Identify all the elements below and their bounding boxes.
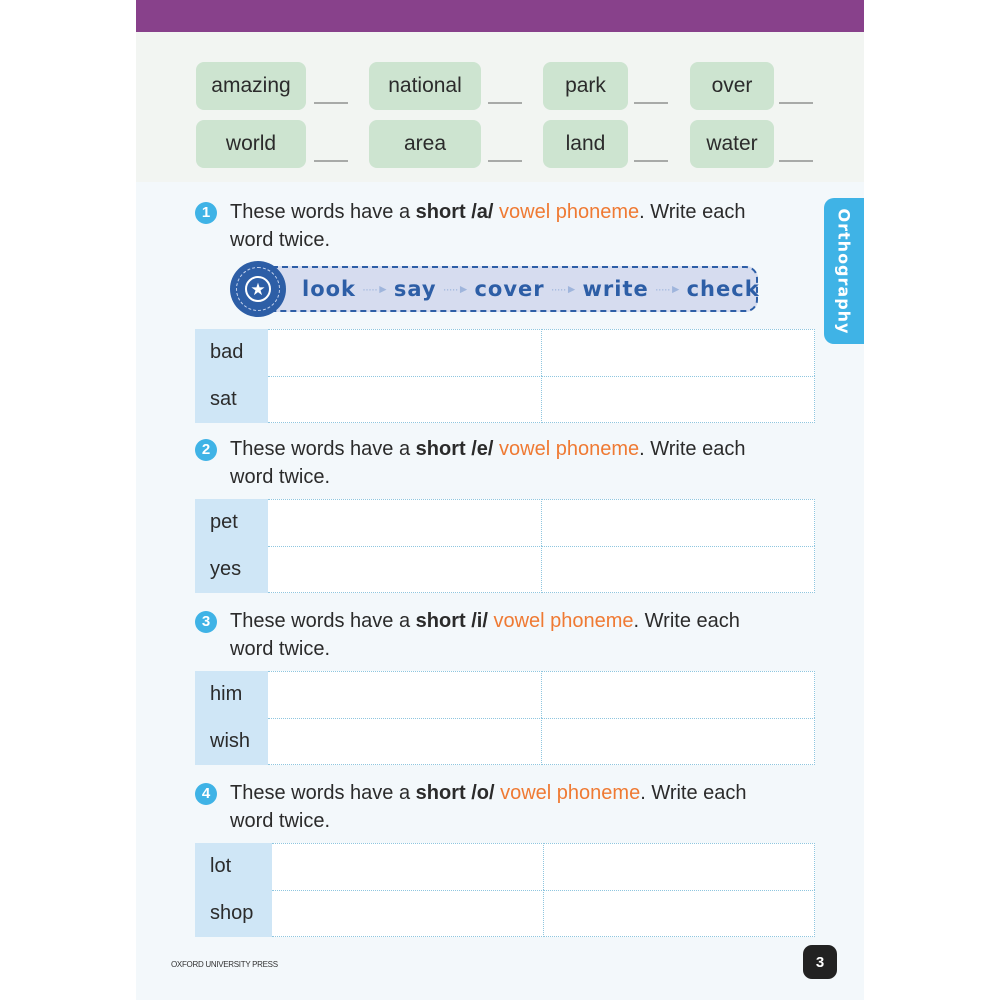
- word-chip: national: [369, 62, 481, 110]
- table-row: [195, 329, 815, 376]
- answer-blank[interactable]: [314, 160, 348, 162]
- header-bar: [136, 0, 864, 32]
- table-row: [195, 546, 815, 593]
- word-chip: area: [369, 120, 481, 168]
- word-label: pet: [195, 499, 268, 546]
- table-row: [195, 671, 815, 718]
- writing-cell[interactable]: [542, 718, 816, 765]
- writing-cell[interactable]: [268, 718, 542, 765]
- question-text: These words have a short /a/ vowel phoneme. Write each word twice.: [230, 201, 746, 251]
- answer-blank[interactable]: [779, 160, 813, 162]
- word-chip: world: [196, 120, 306, 168]
- writing-cell[interactable]: [268, 546, 542, 593]
- answer-blank[interactable]: [634, 160, 668, 162]
- word-chip: land: [543, 120, 628, 168]
- step-cover: cover: [474, 277, 545, 301]
- question-text: These words have a short /e/ vowel phoneme. Write each word twice.: [230, 438, 746, 488]
- step-write: write: [582, 277, 649, 301]
- writing-cell[interactable]: [542, 376, 816, 423]
- word-label: lot: [195, 843, 272, 890]
- answer-blank[interactable]: [488, 160, 522, 162]
- writing-cell[interactable]: [544, 843, 816, 890]
- word-label: sat: [195, 376, 268, 423]
- word-label: shop: [195, 890, 272, 937]
- writing-table-4: [195, 843, 815, 937]
- word-label: him: [195, 671, 268, 718]
- steps-band: [260, 266, 758, 312]
- question-number-badge: 4: [195, 783, 217, 805]
- word-bank-row-2: [136, 120, 864, 168]
- answer-blank[interactable]: [634, 102, 668, 104]
- writing-cell[interactable]: [268, 376, 542, 423]
- question-3: [195, 607, 775, 663]
- word-chip: over: [690, 62, 774, 110]
- dotted-arrow-icon: ·····►: [362, 282, 388, 296]
- word-label: bad: [195, 329, 268, 376]
- step-look: look: [302, 277, 357, 301]
- dotted-arrow-icon: ·····►: [442, 282, 469, 296]
- writing-cell[interactable]: [268, 329, 542, 376]
- table-row: [195, 499, 815, 546]
- writing-cell[interactable]: [272, 843, 544, 890]
- writing-table-2: [195, 499, 815, 593]
- writing-table-1: [195, 329, 815, 423]
- oxford-wordlist-badge: [230, 261, 286, 317]
- writing-cell[interactable]: [268, 671, 542, 718]
- writing-cell[interactable]: [544, 890, 816, 937]
- section-tab-label: Orthography: [834, 208, 854, 334]
- writing-cell[interactable]: [542, 546, 816, 593]
- writing-table-3: [195, 671, 815, 765]
- word-chip: park: [543, 62, 628, 110]
- question-number-badge: 2: [195, 439, 217, 461]
- table-row: [195, 843, 815, 890]
- word-chip: amazing: [196, 62, 306, 110]
- question-4: [195, 779, 775, 835]
- answer-blank[interactable]: [314, 102, 348, 104]
- question-text: These words have a short /i/ vowel phoneme. Write each word twice.: [230, 610, 740, 660]
- writing-cell[interactable]: [268, 499, 542, 546]
- question-1: [195, 198, 775, 254]
- answer-blank[interactable]: [488, 102, 522, 104]
- writing-cell[interactable]: [542, 671, 816, 718]
- table-row: [195, 890, 815, 937]
- table-row: [195, 376, 815, 423]
- question-number-badge: 3: [195, 611, 217, 633]
- word-bank: [136, 32, 864, 182]
- page-number-badge: 3: [803, 945, 837, 979]
- word-chip: water: [690, 120, 774, 168]
- word-bank-row-1: [136, 62, 864, 110]
- writing-cell[interactable]: [272, 890, 544, 937]
- question-2: [195, 435, 775, 491]
- step-say: say: [393, 277, 437, 301]
- word-label: wish: [195, 718, 268, 765]
- dotted-arrow-icon: ·····►: [550, 282, 577, 296]
- writing-cell[interactable]: [542, 329, 816, 376]
- star-icon: ★: [245, 276, 271, 302]
- publisher-label: OXFORD UNIVERSITY PRESS: [171, 960, 278, 969]
- table-row: [195, 718, 815, 765]
- word-label: yes: [195, 546, 268, 593]
- answer-blank[interactable]: [779, 102, 813, 104]
- section-tab-orthography: [824, 198, 864, 344]
- question-number-badge: 1: [195, 202, 217, 224]
- dotted-arrow-icon: ·····►: [654, 282, 681, 296]
- step-check: check: [686, 277, 760, 301]
- question-text: These words have a short /o/ vowel phoneme. Write each word twice.: [230, 782, 747, 832]
- worksheet-page: [136, 0, 864, 1000]
- writing-cell[interactable]: [542, 499, 816, 546]
- look-say-cover-write-check-strip: [230, 264, 760, 314]
